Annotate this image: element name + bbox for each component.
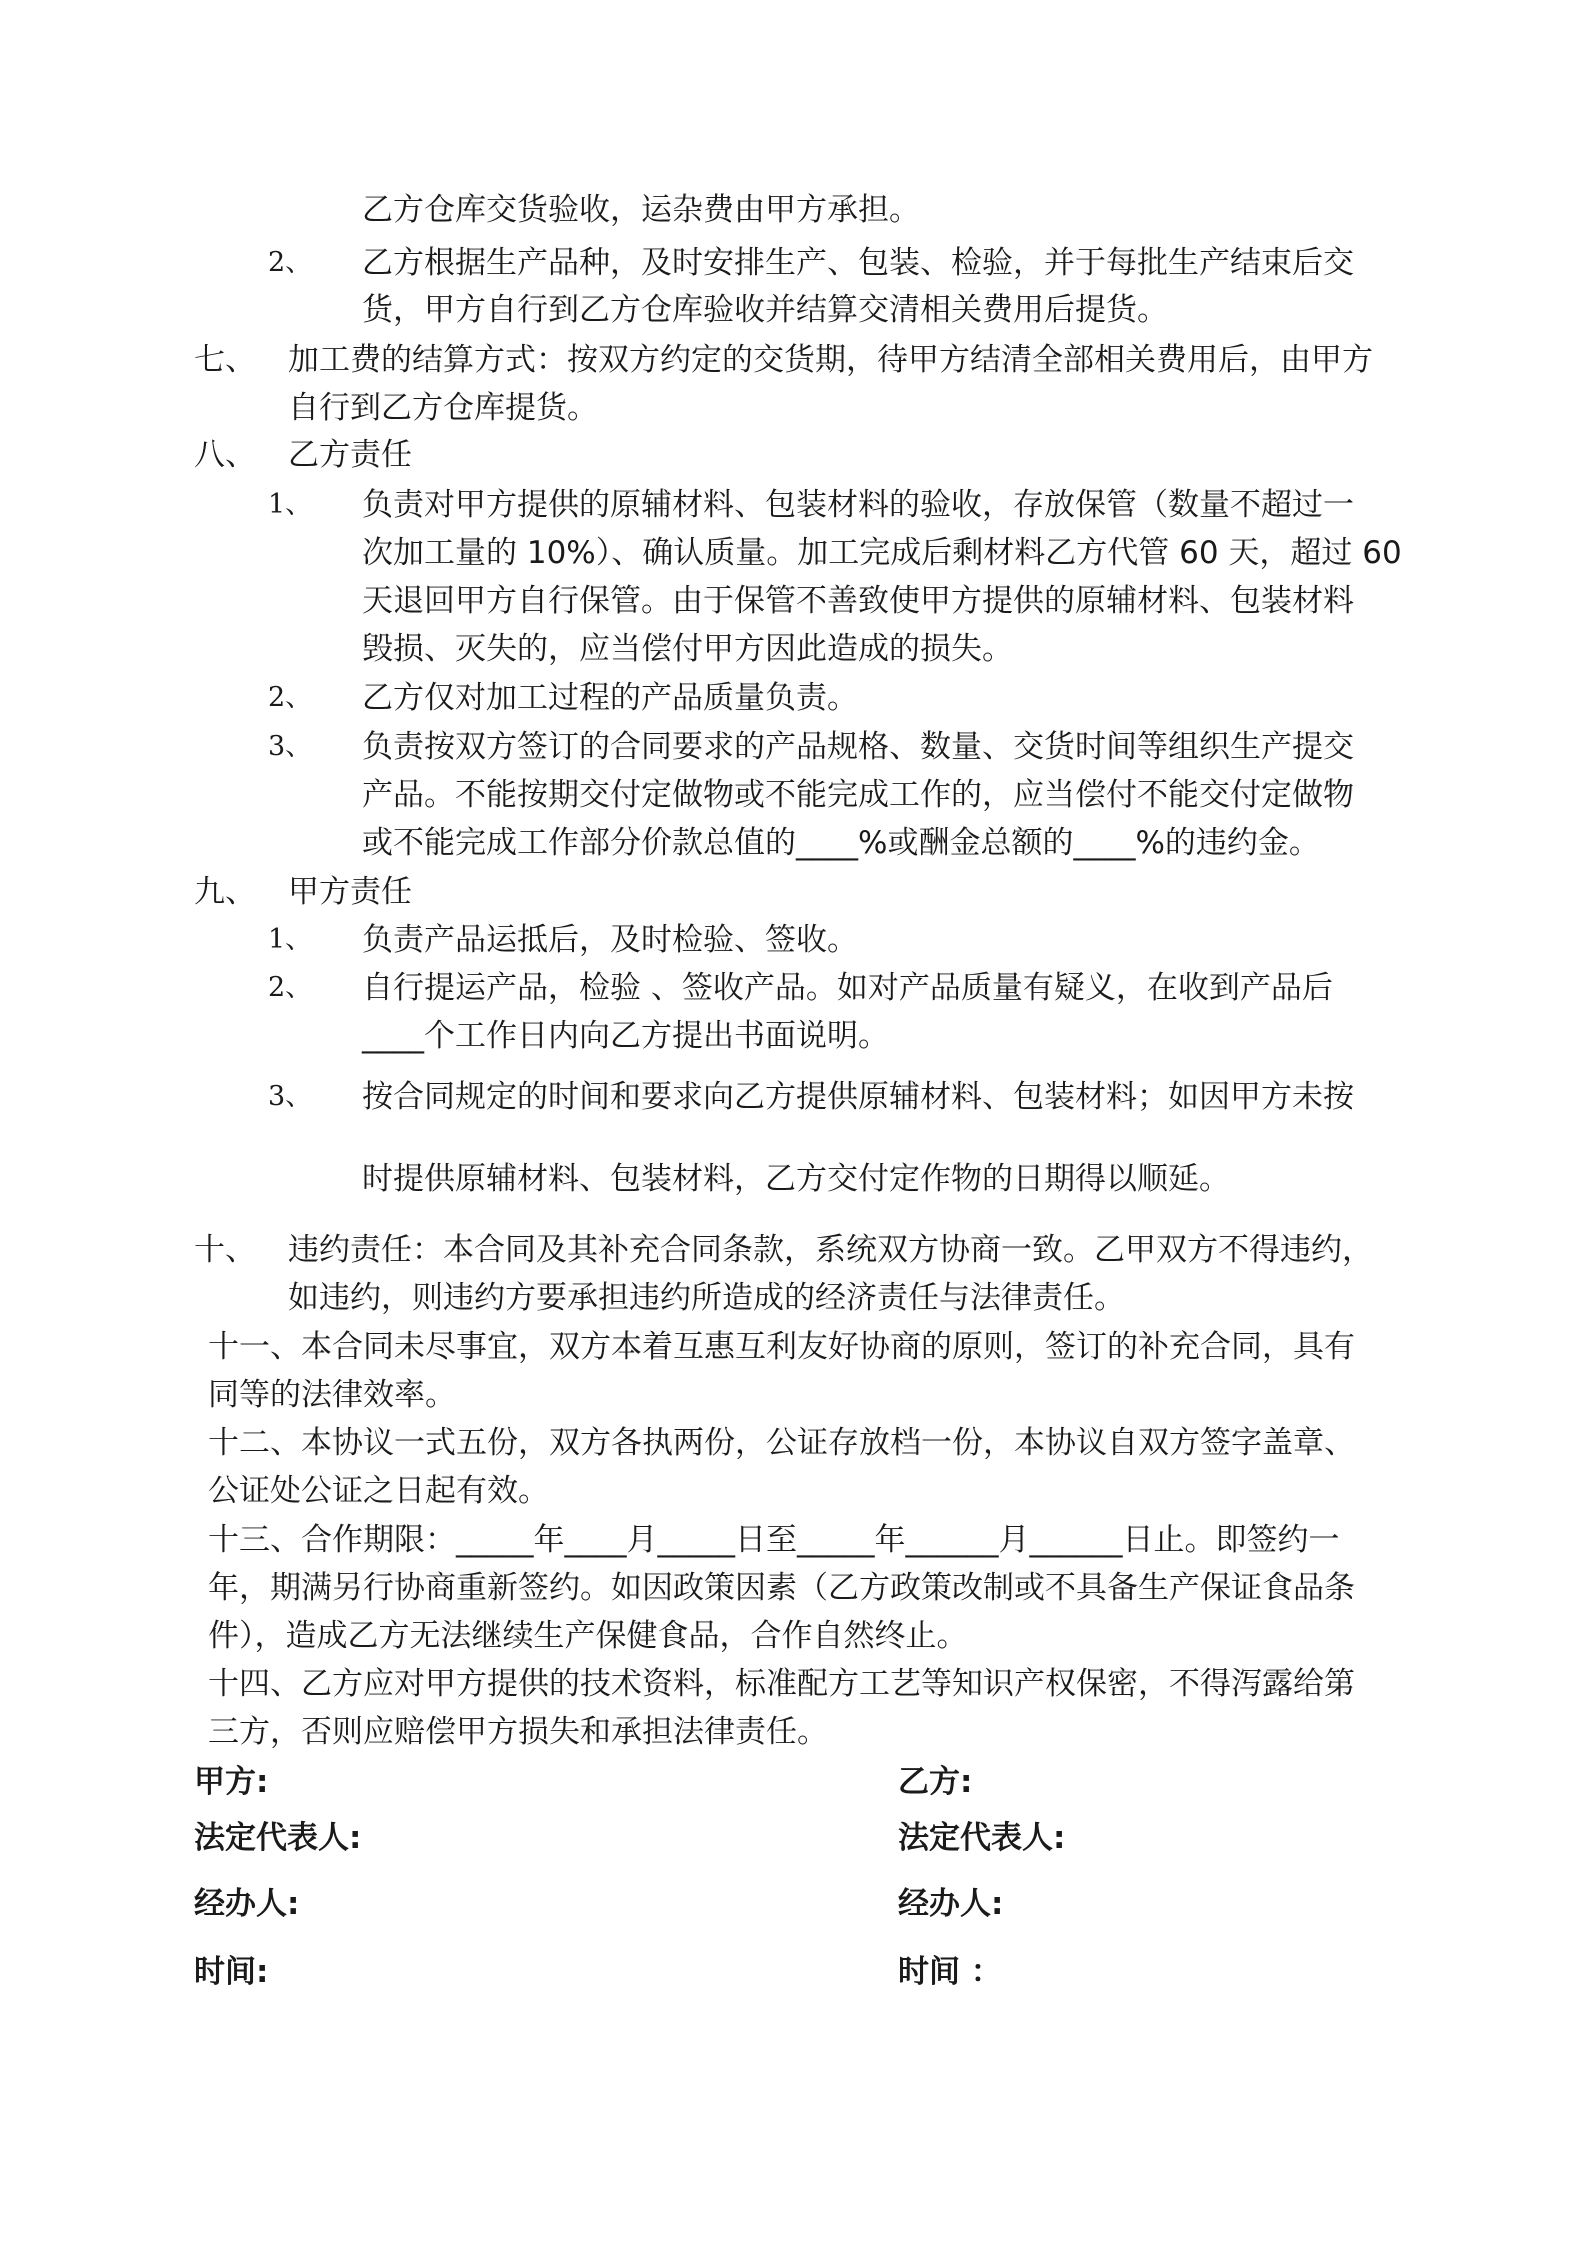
s11-line1: 十一、本合同未尽事宜，双方本着互惠互利友好协商的原则，签订的补充合同，具有 bbox=[208, 1329, 1355, 1365]
s13-line3: 件），造成乙方无法继续生产保健食品，合作自然终止。 bbox=[208, 1618, 968, 1654]
s8-item3-number: 3、 bbox=[268, 731, 313, 762]
s10-number: 十、 bbox=[194, 1232, 256, 1268]
s8-item3-line1: 负责按双方签订的合同要求的产品规格、数量、交货时间等组织生产提交 bbox=[362, 729, 1354, 765]
s7-line2: 自行到乙方仓库提货。 bbox=[288, 390, 598, 426]
time-b-label: 时间 ： bbox=[898, 1954, 1002, 1990]
s6-item2-line2: 货，甲方自行到乙方仓库验收并结算交清相关费用后提货。 bbox=[362, 292, 1168, 328]
s12-line2: 公证处公证之日起有效。 bbox=[208, 1473, 549, 1509]
s8-item2-line1: 乙方仅对加工过程的产品质量负责。 bbox=[362, 680, 858, 716]
s14-line2: 三方，否则应赔偿甲方损失和承担法律责任。 bbox=[208, 1714, 828, 1750]
time-a-label: 时间: bbox=[194, 1954, 269, 1990]
s8-number: 八、 bbox=[194, 437, 256, 473]
s8-item3-line2: 产品。不能按期交付定做物或不能完成工作的，应当偿付不能交付定做物 bbox=[362, 777, 1354, 813]
s8-item1-line4: 毁损、灭失的，应当偿付甲方因此造成的损失。 bbox=[362, 631, 1013, 667]
s10-line2: 如违约，则违约方要承担违约所造成的经济责任与法律责任。 bbox=[288, 1280, 1125, 1316]
s14-line1: 十四、乙方应对甲方提供的技术资料，标准配方工艺等知识产权保密，不得泻露给第 bbox=[208, 1666, 1355, 1702]
s12-line1: 十二、本协议一式五份，双方各执两份，公证存放档一份，本协议自双方签字盖章、 bbox=[208, 1425, 1355, 1461]
intro-line: 乙方仓库交货验收，运杂费由甲方承担。 bbox=[362, 192, 920, 228]
legal-rep-a-label: 法定代表人: bbox=[194, 1820, 362, 1856]
s13-line1: 十三、合作期限：_____年____月_____日至_____年______月______日止。即签约一 bbox=[208, 1522, 1340, 1558]
s7-line1: 加工费的结算方式：按双方约定的交货期，待甲方结清全部相关费用后，由甲方 bbox=[288, 342, 1373, 378]
s9-item2-number: 2、 bbox=[268, 972, 313, 1003]
s9-item3-number: 3、 bbox=[268, 1081, 313, 1112]
s9-number: 九、 bbox=[194, 874, 256, 910]
s13-line2: 年，期满另行协商重新签约。如因政策因素（乙方政策改制或不具备生产保证食品条 bbox=[208, 1570, 1355, 1606]
s9-item3-line2: 时提供原辅材料、包装材料，乙方交付定作物的日期得以顺延。 bbox=[362, 1161, 1230, 1197]
s9-item2-line2: ____个工作日内向乙方提出书面说明。 bbox=[362, 1018, 889, 1054]
legal-rep-b-label: 法定代表人: bbox=[898, 1820, 1066, 1856]
s8-title: 乙方责任 bbox=[288, 437, 412, 473]
s9-item1-number: 1、 bbox=[268, 924, 313, 955]
agent-a-label: 经办人: bbox=[194, 1886, 300, 1922]
s11-line2: 同等的法律效率。 bbox=[208, 1377, 456, 1413]
s8-item2-number: 2、 bbox=[268, 682, 313, 713]
s8-item1-number: 1、 bbox=[268, 489, 313, 520]
s9-item2-line1: 自行提运产品，检验 、签收产品。如对产品质量有疑义，在收到产品后 bbox=[362, 970, 1333, 1006]
agent-b-label: 经办人: bbox=[898, 1886, 1004, 1922]
s7-number: 七、 bbox=[194, 342, 256, 378]
party-a-label: 甲方: bbox=[194, 1764, 269, 1800]
s6-item2-number: 2、 bbox=[268, 247, 313, 278]
s9-title: 甲方责任 bbox=[288, 874, 412, 910]
s6-item2-line1: 乙方根据生产品种，及时安排生产、包装、检验，并于每批生产结束后交 bbox=[362, 245, 1354, 281]
s8-item1-line1: 负责对甲方提供的原辅材料、包装材料的验收，存放保管（数量不超过一 bbox=[362, 487, 1354, 523]
s8-item1-line3: 天退回甲方自行保管。由于保管不善致使甲方提供的原辅材料、包装材料 bbox=[362, 583, 1354, 619]
s9-item3-line1: 按合同规定的时间和要求向乙方提供原辅材料、包装材料；如因甲方未按 bbox=[362, 1079, 1354, 1115]
s8-item1-line2: 次加工量的 10%）、确认质量。加工完成后剩材料乙方代管 60 天，超过 60 bbox=[362, 535, 1402, 571]
s9-item1-line1: 负责产品运抵后，及时检验、签收。 bbox=[362, 922, 858, 958]
party-b-label: 乙方: bbox=[898, 1764, 973, 1800]
s8-item3-line3: 或不能完成工作部分价款总值的____%或酬金总额的____%的违约金。 bbox=[362, 825, 1320, 861]
s10-line1: 违约责任：本合同及其补充合同条款，系统双方协商一致。乙甲双方不得违约， bbox=[288, 1232, 1373, 1268]
